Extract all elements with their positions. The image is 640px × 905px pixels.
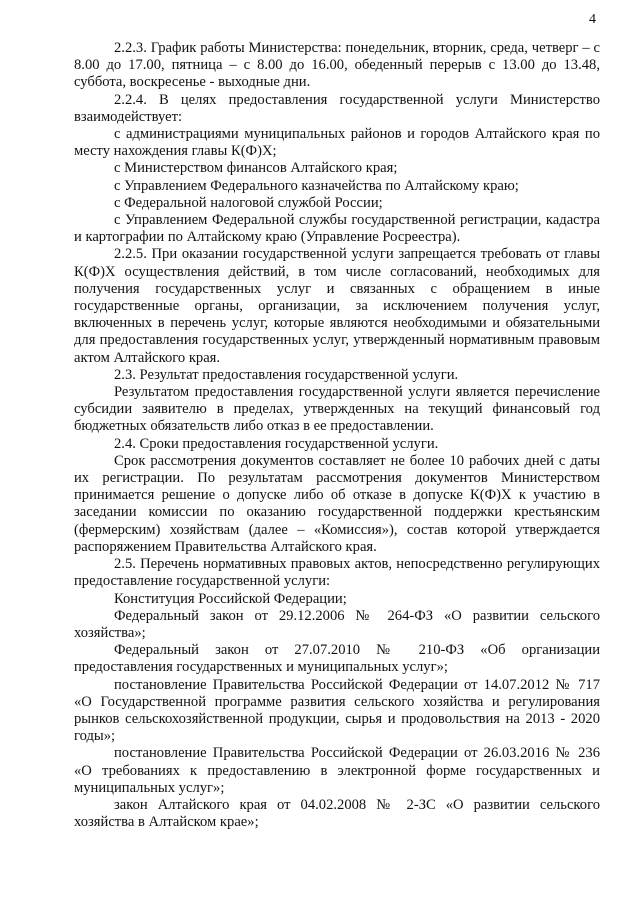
- list-item-tax-service: с Федеральной налоговой службой России;: [114, 194, 383, 211]
- list-item-decree-236: постановление Правительства Российской Федерации от 26.03.2016 № 236 «О требованиях к предоставлению в электронной форме государственных и муниципальных услуг»;: [74, 745, 600, 796]
- list-item-law-210-fz: Федеральный закон от 27.07.2010 № 210-ФЗ «Об организации предоставления государственных и муниципальных услуг»;: [74, 642, 600, 676]
- list-item-ministry-of-finance: с Министерством финансов Алтайского края;: [114, 160, 398, 177]
- list-item-decree-717: постановление Правительства Российской Федерации от 14.07.2012 № 717 «О Государственной программе развития сельского хозяйства и регулирования рынков сельскохозяйственной продукции, сырья и продовольствия на 2013 - 2020 годы»;: [74, 676, 600, 745]
- document-body: [74, 40, 600, 831]
- paragraph-result: Результатом предоставления государственной услуги является перечисление субсидии заявителю в пределах, утвержденных на текущий финансовый год бюджетных обязательств либо отказ в ее предоставлении.: [74, 384, 600, 435]
- page-number: 4: [589, 12, 596, 27]
- paragraph-2-2-4: 2.2.4. В целях предоставления государственной услуги Министерство взаимодействует:: [74, 91, 600, 125]
- paragraph-2-2-3: 2.2.3. График работы Министерства: понедельник, вторник, среда, четверг – с 8.00 до 17.00, пятница – с 8.00 до 16.00, обеденный перерыв с 13.00 до 13.48, суббота, воскресенье - выходные дни.: [74, 40, 600, 91]
- list-item-constitution: Конституция Российской Федерации;: [114, 590, 347, 607]
- list-item-rosreestr: с Управлением Федеральной службы государственной регистрации, кадастра и картографии по Алтайскому краю (Управление Росреестра).: [74, 212, 600, 246]
- paragraph-terms: Срок рассмотрения документов составляет не более 10 рабочих дней с даты их регистрации. По результатам рассмотрения документов Министерством принимается решение о допуске либо об отказе в допуске К(Ф)Х к участию в заседании комиссии по оказанию государственной поддержки крестьянским (фермерским) хозяйствам (далее – «Комиссия»), состав которой утверждается распоряжением Правительства Алтайского края.: [74, 452, 600, 555]
- list-item-federal-treasury: с Управлением Федерального казначейства по Алтайскому краю;: [114, 177, 519, 194]
- paragraph-2-2-5: 2.2.5. При оказании государственной услуги запрещается требовать от главы К(Ф)Х осуществления действий, в том числе согласований, необходимых для получения государственных услуг и связанных с обращением в иные государственные органы, организации, за исключением получения услуг, включенных в перечень услуг, которые являются необходимыми и обязательными для предоставления государственных услуг, утвержденный нормативным правовым актом Алтайского края.: [74, 246, 600, 366]
- heading-2-4: 2.4. Сроки предоставления государственной услуги.: [114, 435, 439, 452]
- list-item-law-2-zs: закон Алтайского края от 04.02.2008 № 2-ЗС «О развитии сельского хозяйства в Алтайском крае»;: [74, 796, 600, 831]
- heading-2-5: 2.5. Перечень нормативных правовых актов, непосредственно регулирующих предоставление государственной услуги:: [74, 556, 600, 590]
- list-item-law-264-fz: Федеральный закон от 29.12.2006 № 264-ФЗ «О развитии сельского хозяйства»;: [74, 607, 600, 641]
- list-item-municipal-administrations: с администрациями муниципальных районов и городов Алтайского края по месту нахождения главы К(Ф)Х;: [74, 126, 600, 160]
- heading-2-3: 2.3. Результат предоставления государственной услуги.: [114, 366, 459, 383]
